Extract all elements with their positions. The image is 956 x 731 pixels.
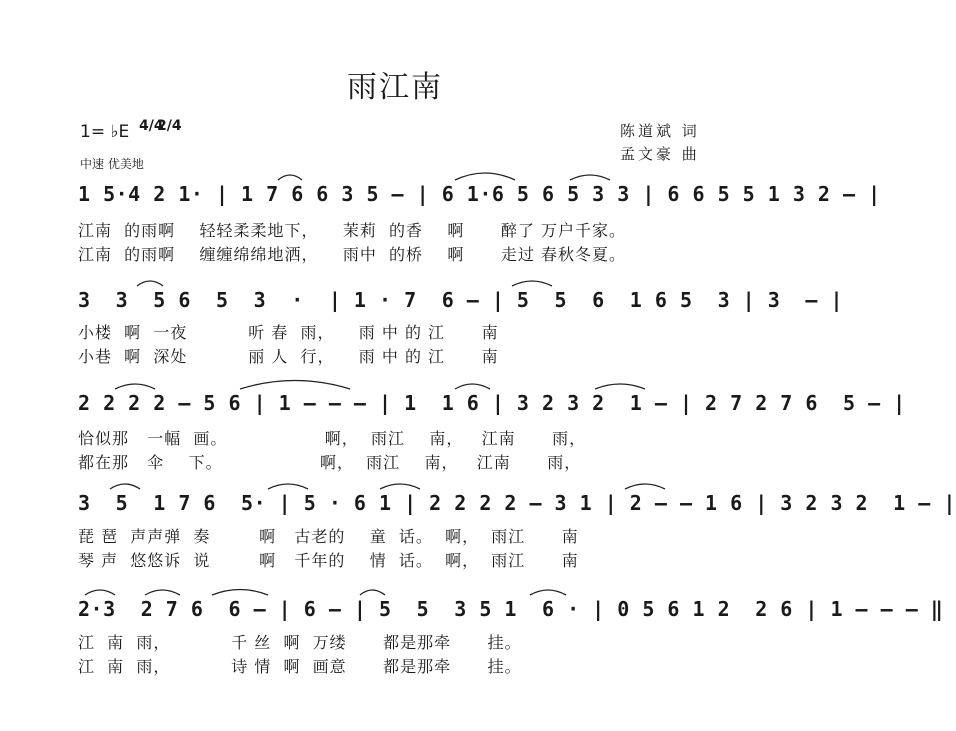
time-signature-2: 2/4 bbox=[157, 118, 182, 134]
lyrics-line-4-verse-1: 琵 琶 声声弹 奏 啊 古老的 童 话。 啊， 雨江 南 bbox=[78, 527, 579, 546]
lyrics-line-1-verse-1: 江南 的雨啊 轻轻柔柔地下， 茉莉 的香 啊 醉了 万户千家。 bbox=[78, 221, 626, 240]
lyrics-line-2-verse-2: 小巷 啊 深处 丽 人 行， 雨 中 的 江 南 bbox=[78, 347, 499, 366]
notes-line-1: 1 5·4 2 1· | 1 7 6 6 3 5 – | 6 1·6 5 6 5 3 3 | 6 6 5 5 1 3 2 – | bbox=[78, 182, 881, 206]
lyricist-credit: 陈道斌 词 bbox=[620, 122, 700, 140]
tempo-marking: 中速 优美地 bbox=[80, 157, 144, 171]
time-signature-1: 4/4 bbox=[139, 118, 164, 134]
lyrics-line-4-verse-2: 琴 声 悠悠诉 说 啊 千年的 情 话。 啊， 雨江 南 bbox=[78, 551, 579, 570]
lyrics-line-5-verse-2: 江 南 雨， 诗 情 啊 画意 都是那牵 挂。 bbox=[78, 657, 522, 676]
song-title: 雨江南 bbox=[347, 70, 443, 105]
notes-line-3: 2 2 2 2 – 5 6 | 1 – – – | 1 1 6 | 3 2 3 2 1 – | 2 7 2 7 6 5 – | bbox=[78, 391, 906, 415]
composer-credit: 孟文豪 曲 bbox=[620, 145, 700, 163]
key-signature: 1= ♭E bbox=[80, 122, 130, 142]
lyrics-line-3-verse-2: 都在那 伞 下。 啊， 雨江 南， 江南 雨， bbox=[78, 453, 582, 472]
notes-line-5: 2·3 2 7 6 6 – | 6 – | 5 5 3 5 1 6 · | 0 5 6 1 2 2 6 | 1 – – – ‖ bbox=[78, 597, 944, 621]
lyrics-line-2-verse-1: 小楼 啊 一夜 听 春 雨， 雨 中 的 江 南 bbox=[78, 323, 499, 342]
lyrics-line-3-verse-1: 恰似那 一幅 画。 啊， 雨江 南， 江南 雨， bbox=[78, 429, 587, 448]
notes-line-2: 3 3 5 6 5 3 · | 1 · 7 6 – | 5 5 6 1 6 5 3 | 3 – | bbox=[78, 288, 844, 312]
lyrics-line-5-verse-1: 江 南 雨， 千 丝 啊 万缕 都是那牵 挂。 bbox=[78, 633, 522, 652]
notes-line-4: 3 5 1 7 6 5· | 5 · 6 1 | 2 2 2 2 – 3 1 | 2 – – 1 6 | 3 2 3 2 1 – | bbox=[78, 491, 956, 515]
time-signature bbox=[139, 118, 182, 134]
lyrics-line-1-verse-2: 江南 的雨啊 缠缠绵绵地洒， 雨中 的桥 啊 走过 春秋冬夏。 bbox=[78, 245, 626, 264]
